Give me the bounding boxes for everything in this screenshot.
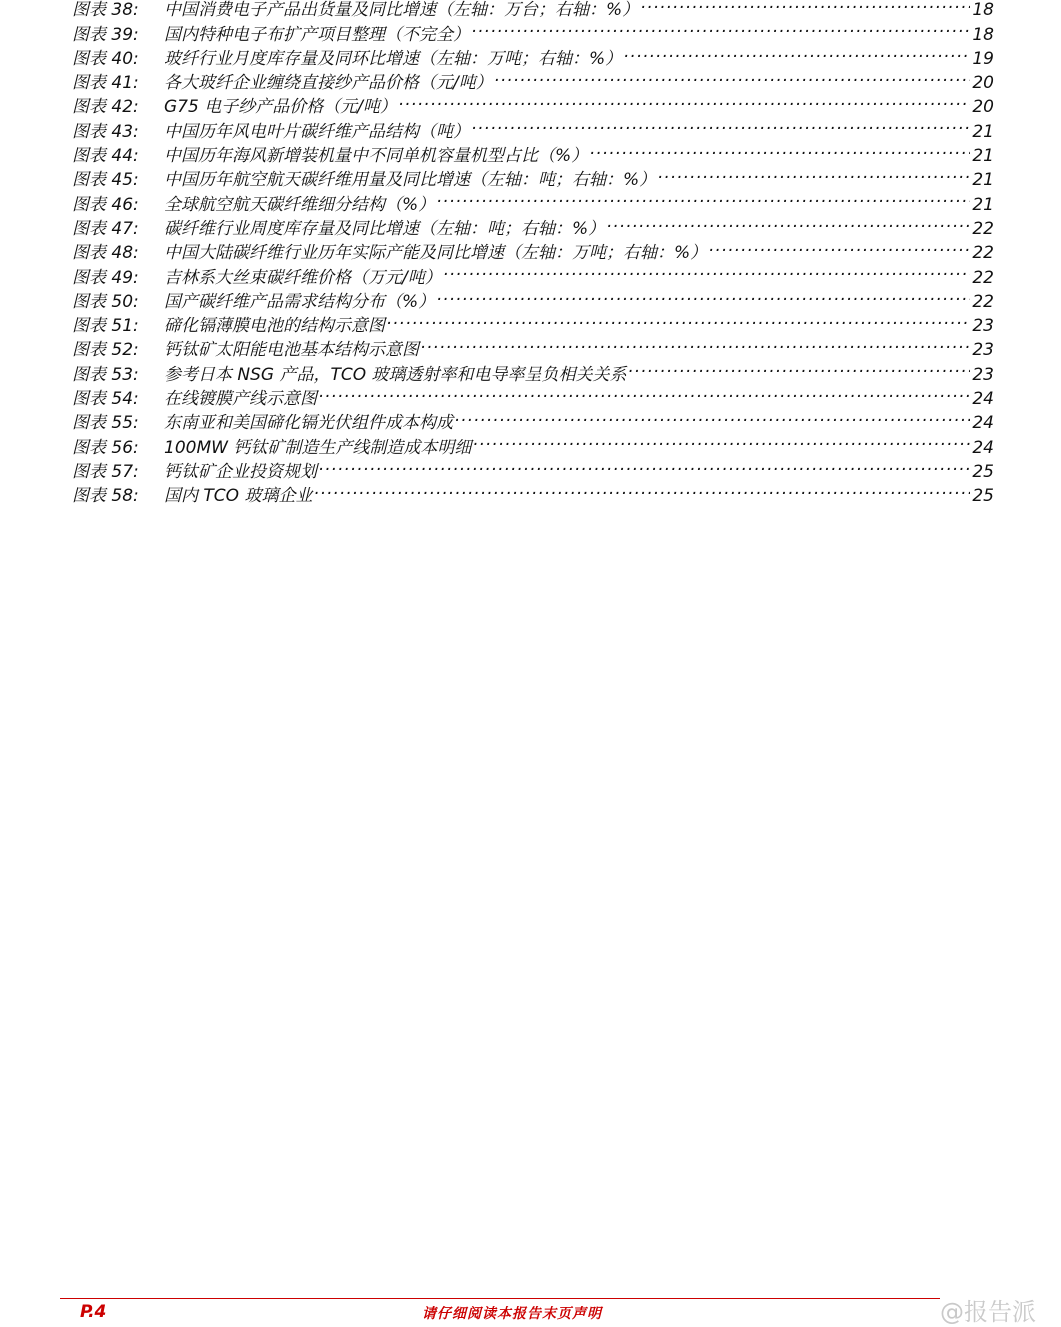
toc-entry-label: 图表 55:	[72, 413, 139, 434]
toc-leader-dots	[658, 161, 970, 185]
toc-entry-label: 图表 43:	[72, 121, 139, 142]
toc-leader-dots	[624, 40, 970, 64]
toc-leader-dots	[590, 137, 970, 161]
toc-entry-label: 图表 56:	[72, 437, 139, 458]
toc-entry-page: 18	[972, 0, 994, 21]
toc-entry-label: 图表 45:	[72, 170, 139, 191]
toc-entry-page: 20	[972, 97, 994, 118]
toc-entry-label: 图表 54:	[72, 389, 139, 410]
toc-entry-title: 吉林系大丝束碳纤维价格（万元/吨）	[164, 267, 442, 288]
toc-entry-label: 图表 47:	[72, 218, 139, 239]
toc-entry-title: 在线镀膜产线示意图	[164, 389, 317, 410]
watermark-logo: @报告派	[940, 1298, 1036, 1326]
toc-entry-page: 18	[972, 24, 994, 45]
toc-leader-dots	[314, 477, 970, 501]
toc-entry-title: 玻纤行业月度库存量及同环比增速（左轴：万吨；右轴：%）	[164, 48, 623, 69]
toc-entry-page: 22	[972, 291, 994, 312]
toc-entry-label: 图表 40:	[72, 48, 139, 69]
toc-leader-dots	[399, 88, 970, 112]
toc-entry-page: 25	[972, 486, 994, 507]
toc-entry-page: 22	[972, 243, 994, 264]
toc-leader-dots	[455, 404, 970, 428]
toc-entry-page: 25	[972, 461, 994, 482]
toc-leader-dots	[495, 64, 971, 88]
toc-entry-page: 22	[972, 218, 994, 239]
disclaimer-notice: 请仔细阅读本报告末页声明	[422, 1306, 602, 1322]
toc-leader-dots	[709, 234, 970, 258]
toc-entry[interactable]	[72, 0, 994, 21]
toc-entry-label: 图表 41:	[72, 73, 139, 94]
toc-entry-title: 国产碳纤维产品需求结构分布（%）	[164, 291, 436, 312]
toc-leader-dots	[437, 283, 970, 307]
toc-leader-dots	[472, 112, 970, 136]
toc-entry-title: 国内 TCO 玻璃企业	[164, 486, 313, 507]
toc-entry-page: 23	[972, 340, 994, 361]
toc-entry-page: 23	[972, 364, 994, 385]
toc-leader-dots	[437, 185, 970, 209]
toc-entry-title: 中国大陆碳纤维行业历年实际产能及同比增速（左轴：万吨；右轴：%）	[164, 243, 708, 264]
toc-entry-label: 图表 42:	[72, 97, 139, 118]
toc-leader-dots	[319, 453, 970, 477]
toc-leader-dots	[319, 380, 970, 404]
toc-entry-label: 图表 50:	[72, 291, 139, 312]
toc-entry-label: 图表 39:	[72, 24, 139, 45]
toc-entry-title: 参考日本 NSG 产品，TCO 玻璃透射率和电导率呈负相关关系	[164, 364, 627, 385]
toc-entry-title: 中国历年海风新增装机量中不同单机容量机型占比（%）	[164, 146, 589, 167]
toc-leader-dots	[472, 15, 970, 39]
toc-entry-title: G75 电子纱产品价格（元/吨）	[164, 97, 397, 118]
toc-entry-title: 中国消费电子产品出货量及同比增速（左轴：万台；右轴：%）	[164, 0, 640, 21]
toc-entry-label: 图表 51:	[72, 316, 139, 337]
toc-entry-label: 图表 58:	[72, 486, 139, 507]
toc-entry-title: 中国历年风电叶片碳纤维产品结构（吨）	[164, 121, 470, 142]
toc-entry-page: 24	[972, 413, 994, 434]
toc-entry-label: 图表 46:	[72, 194, 139, 215]
toc-entry-page: 19	[972, 48, 994, 69]
toc-entry-page: 21	[972, 146, 994, 167]
toc-leader-dots	[641, 0, 970, 15]
table-of-figures	[72, 0, 994, 507]
toc-entry-label: 图表 57:	[72, 461, 139, 482]
toc-entry-title: 碳纤维行业周度库存量及同比增速（左轴：吨；右轴：%）	[164, 218, 606, 239]
toc-leader-dots	[607, 210, 970, 234]
toc-entry-label: 图表 48:	[72, 243, 139, 264]
toc-entry-page: 20	[972, 73, 994, 94]
toc-entry-title: 各大玻纤企业缠绕直接纱产品价格（元/吨）	[164, 73, 493, 94]
toc-entry-label: 图表 44:	[72, 146, 139, 167]
toc-entry-title: 国内特种电子布扩产项目整理（不完全）	[164, 24, 470, 45]
toc-entry-label: 图表 38:	[72, 0, 139, 21]
toc-entry-page: 21	[972, 121, 994, 142]
toc-entry-title: 钙钛矿企业投资规划	[164, 461, 317, 482]
toc-entry-label: 图表 52:	[72, 340, 139, 361]
toc-entry-page: 21	[972, 170, 994, 191]
toc-entry-title: 全球航空航天碳纤维细分结构（%）	[164, 194, 436, 215]
toc-entry-page: 21	[972, 194, 994, 215]
toc-entry-title: 东南亚和美国碲化镉光伏组件成本构成	[164, 413, 453, 434]
toc-entry-page: 24	[972, 389, 994, 410]
toc-leader-dots	[421, 331, 970, 355]
toc-leader-dots	[473, 428, 970, 452]
toc-entry-title: 100MW 钙钛矿制造生产线制造成本明细	[164, 437, 472, 458]
toc-entry-title: 碲化镉薄膜电池的结构示意图	[164, 316, 385, 337]
page-number: P.4	[80, 1302, 107, 1322]
toc-entry-label: 图表 53:	[72, 364, 139, 385]
footer-divider	[60, 1298, 940, 1299]
toc-leader-dots	[444, 258, 971, 282]
toc-leader-dots	[629, 355, 971, 379]
toc-entry-page: 23	[972, 316, 994, 337]
toc-leader-dots	[387, 307, 970, 331]
toc-entry-title: 钙钛矿太阳能电池基本结构示意图	[164, 340, 419, 361]
toc-entry-label: 图表 49:	[72, 267, 139, 288]
toc-entry-page: 22	[972, 267, 994, 288]
toc-entry-title: 中国历年航空航天碳纤维用量及同比增速（左轴：吨；右轴：%）	[164, 170, 657, 191]
toc-entry-page: 24	[972, 437, 994, 458]
